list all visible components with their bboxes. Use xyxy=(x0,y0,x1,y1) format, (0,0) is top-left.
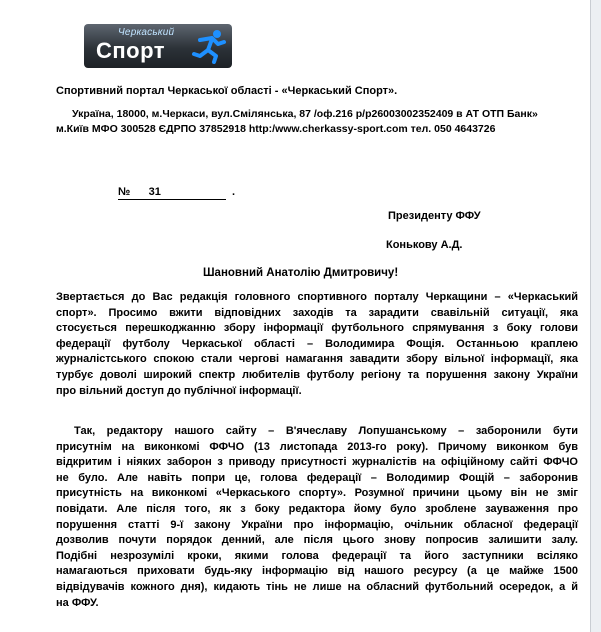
paragraph-line: не було. Але навіть попри це, голова федерації – Володимир Фощій – заборонив xyxy=(56,471,578,484)
paragraph-line: Так, редактору нашого сайту – В'ячеславу Лопушанському – заборонили бути xyxy=(74,425,578,437)
recipient-name: Конькову А.Д. xyxy=(386,239,463,251)
address-line-1: Україна, 18000, м.Черкаси, вул.Смілянська, 87 /оф.216 р/р26003002352409 в АТ ОТП Банк» xyxy=(72,108,538,120)
logo-small-text: Черкаський xyxy=(118,27,175,38)
portal-title: Спортивний портал Черкаської області - «Черкаський Спорт». xyxy=(56,85,398,97)
greeting: Шановний Анатолію Дмитровичу! xyxy=(203,267,399,279)
paragraph-line: дозволив почути порядок денний, але після цього знову попросив залишити залу. xyxy=(56,534,578,547)
recipient-title: Президенту ФФУ xyxy=(388,210,481,222)
paragraph-line: присутнім на виконкомі ФФЧО (13 листопада 2013-го року). Причому виконком був xyxy=(56,440,578,453)
paragraph-line: спорт». Просимо вжити відповідних заходів та зарадити свавільній ситуації, яка xyxy=(56,306,578,319)
paragraph-line: Подібні незрозумілі кроки, якими голова федерації та його заступники всіляко xyxy=(56,549,578,562)
logo-big-text: Спорт xyxy=(96,38,166,63)
paragraph-line: стосується перешкоджанню збору інформації футбольного спрямування з боку голови xyxy=(56,322,578,335)
paragraph-line: повідати. Але після того, як з боку редактора йому було зроблене зауваження про xyxy=(56,502,578,515)
paragraph-line: турбує доволі широкий спектр любителів футболу регіону та порушення закону України xyxy=(56,368,578,381)
letter-number-dot: . xyxy=(232,186,236,198)
paragraph-line: порушення статті 9-ї закону України про інформацію, очільник обласної федерації xyxy=(56,518,578,531)
paragraph-line: на ФФУ. xyxy=(56,596,99,609)
address-line-2: м.Київ МФО 300528 ЄДРПО 37852918 http:/www.cherkassy-sport.com тел. 050 4643726 xyxy=(56,123,496,135)
paragraph-line: намагаються приховати будь-яку інформацію від нашого ресурсу (а це майже 1500 xyxy=(56,565,578,578)
window-right-edge xyxy=(590,0,601,632)
paragraph-1 xyxy=(56,290,578,399)
cherkassy-sport-logo xyxy=(84,24,232,68)
runner-icon xyxy=(190,28,228,64)
paragraph-line: журналістського спокою стали чергові намагання завадити збору вільної інформації, яка xyxy=(56,353,578,366)
paragraph-line: Звертається до Вас редакція головного спортивного порталу Черкащини – «Черкаський xyxy=(56,291,578,303)
letter-number: № 31 xyxy=(118,186,161,198)
paragraph-line: відвідувачів кожного дня), кидають тінь не лише на обласний футбольний осередок, а й xyxy=(56,580,578,593)
letter-number-underline xyxy=(118,199,226,200)
paragraph-2 xyxy=(56,424,578,611)
paragraph-line: про вільний доступ до публічної інформації. xyxy=(56,384,302,397)
paragraph-line: федерації футболу Черкаської області – Володимира Фощія. Останньою краплею xyxy=(56,337,578,350)
paragraph-line: відкритим і ніяких заборон з приводу присутності журналістів на офіційному сайті ФФЧО xyxy=(56,456,578,469)
paragraph-line: присутність на виконкомі «Черкаського спорту». Розумної причини цьому він не зміг xyxy=(56,487,578,500)
